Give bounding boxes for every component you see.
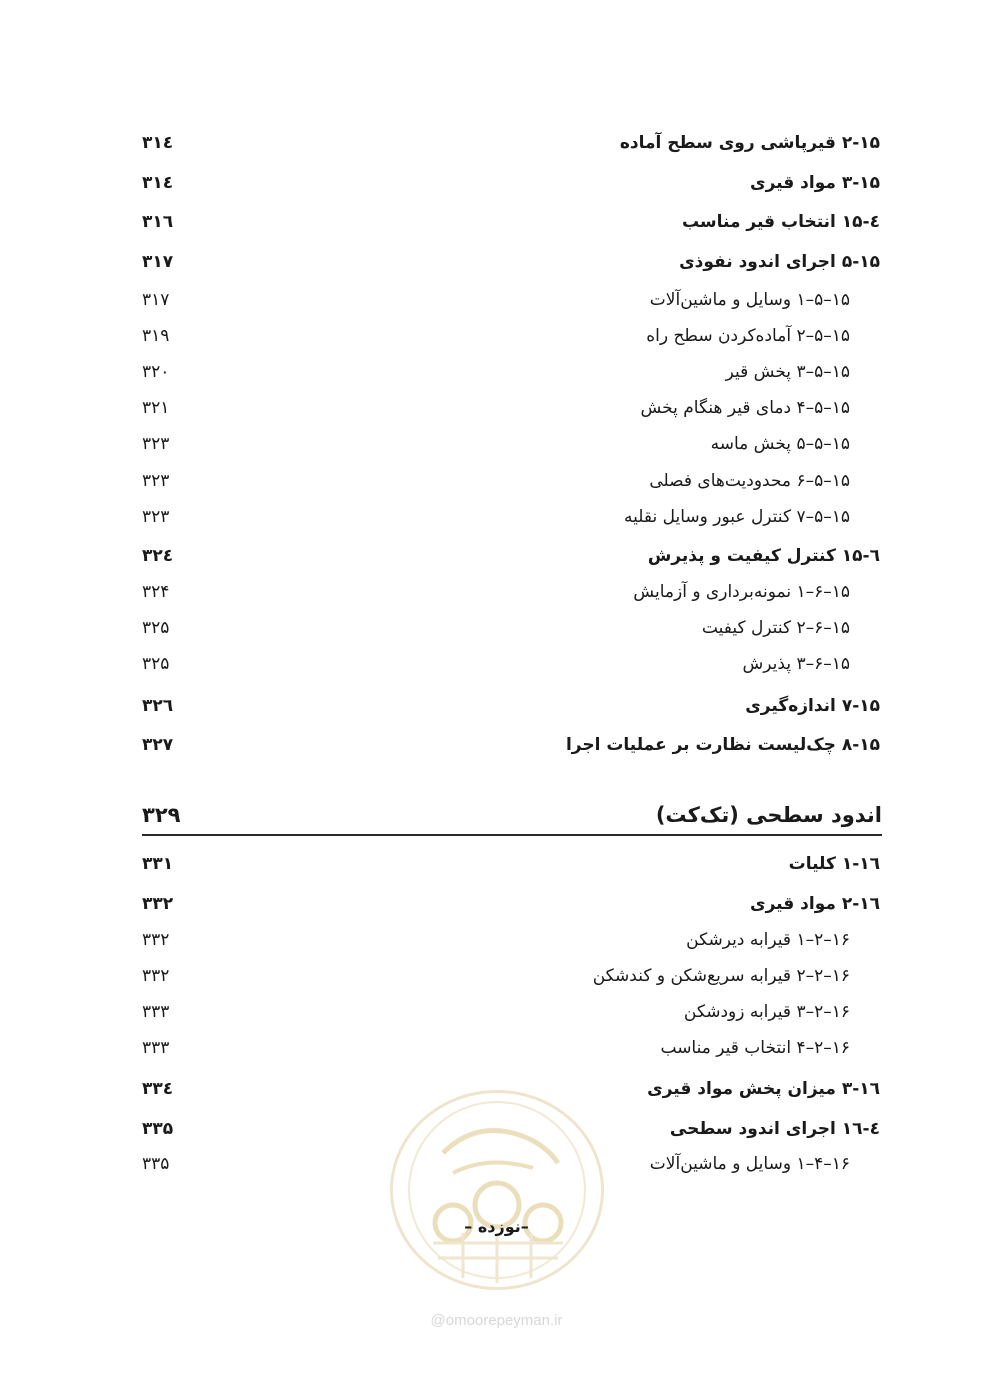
toc-subentry[interactable] [142, 357, 850, 387]
toc-title: ۱۵–۵–۷ کنترل عبور وسایل نقلیه [624, 507, 850, 527]
toc-page: ۳۲۳ [142, 507, 170, 527]
toc-title: ٤-۱٦ اجرای اندود سطحی [669, 1119, 880, 1139]
toc-page: ۳۳٤ [142, 1079, 174, 1099]
toc-page: ۳۳۲ [142, 894, 174, 914]
toc-subentry[interactable] [142, 613, 850, 643]
toc-page: ۳۲۴ [142, 582, 170, 602]
toc-title: ۵-۱۵ اجرای اندود نفوذی [679, 252, 880, 272]
chapter-title: اندود سطحی (تک‌کت) [655, 803, 882, 827]
chapter-page: ۳۲۹ [142, 803, 181, 827]
toc-title: ۱۶–۴–۱ وسایل و ماشین‌آلات [649, 1154, 850, 1174]
toc-page: ۳۳۵ [142, 1119, 174, 1139]
toc-page: ۳۳۳ [142, 1038, 170, 1058]
toc-page: ۳۱٤ [142, 133, 174, 153]
toc-page: ۳۱٤ [142, 173, 174, 193]
toc-subentry[interactable] [142, 502, 850, 532]
toc-entry[interactable] [142, 168, 880, 198]
toc-title: ۱۵–۵–۶ محدودیت‌های فصلی [649, 471, 850, 491]
toc-page: ۳۲۷ [142, 735, 174, 755]
toc-title: ۷-۱۵ اندازه‌گیری [745, 696, 880, 716]
toc-title: ۱۶–۲–۱ قیرابه دیرشکن [686, 930, 850, 950]
toc-subentry[interactable] [142, 925, 850, 955]
toc-subentry[interactable] [142, 961, 850, 991]
toc-subentry[interactable] [142, 649, 850, 679]
toc-page: ۳۱۷ [142, 290, 170, 310]
gear-globe-icon [393, 1093, 601, 1287]
toc-title: ۱۶–۲–۴ انتخاب قیر مناسب [660, 1038, 850, 1058]
toc-subentry[interactable] [142, 321, 850, 351]
toc-title: ۱۵–۶–۲ کنترل کیفیت [701, 618, 850, 638]
toc-page: ۳۳۱ [142, 854, 174, 874]
toc-title: ۸-۱۵ چک‌لیست نظارت بر عملیات اجرا [565, 735, 880, 755]
toc-title: ٤-۱۵ انتخاب قیر مناسب [681, 212, 880, 232]
toc-subentry[interactable] [142, 577, 850, 607]
page-number-footer: – نوزده– [464, 1217, 529, 1236]
toc-page: ۳۳۲ [142, 930, 170, 950]
toc-page: ۳۳۳ [142, 1002, 170, 1022]
toc-entry[interactable] [142, 541, 880, 571]
toc-title: ٦-۱۵ کنترل کیفیت و پذیرش [647, 546, 880, 566]
toc-subentry[interactable] [142, 285, 850, 315]
watermark-logo [390, 1090, 604, 1290]
toc-page: ۳۳۵ [142, 1154, 170, 1174]
toc-page: ۳۲٤ [142, 546, 174, 566]
toc-page: ۳۲۵ [142, 618, 170, 638]
toc-title: ۱۵–۵–۱ وسایل و ماشین‌آلات [649, 290, 850, 310]
toc-entry[interactable] [142, 730, 880, 760]
toc-title: ۱۶–۲–۲ قیرابه سریع‌شکن و کندشکن [592, 966, 850, 986]
toc-title: ۱۵–۵–۵ پخش ماسه [710, 434, 850, 454]
toc-entry[interactable] [142, 691, 880, 721]
toc-title: ۱-۱٦ کلیات [788, 854, 880, 874]
toc-page: ۳۲۳ [142, 434, 170, 454]
toc-subentry[interactable] [142, 393, 850, 423]
toc-entry[interactable] [142, 207, 880, 237]
toc-title: ۲-۱٦ مواد قیری [750, 894, 880, 914]
toc-page: ۳۲۱ [142, 398, 170, 418]
toc-page: ۳۲۵ [142, 654, 170, 674]
toc-entry[interactable] [142, 849, 880, 879]
toc-page: ۳۱۷ [142, 252, 174, 272]
toc-title: ۱۵–۶–۳ پذیرش [742, 654, 850, 674]
toc-entry[interactable] [142, 128, 880, 158]
toc-title: ۱۶–۲–۳ قیرابه زودشکن [683, 1002, 850, 1022]
toc-entry[interactable] [142, 889, 880, 919]
toc-title: ۱۵–۵–۳ پخش قیر [725, 362, 850, 382]
toc-subentry[interactable] [142, 997, 850, 1027]
toc-page: ۳۲۰ [142, 362, 170, 382]
toc-subentry[interactable] [142, 429, 850, 459]
toc-title: ۳-۱۵ مواد قیری [750, 173, 880, 193]
toc-subentry[interactable] [142, 466, 850, 496]
toc-title: ۳-۱٦ میزان پخش مواد قیری [647, 1079, 880, 1099]
toc-page: ۳۱٦ [142, 212, 174, 232]
toc-page: ۳۲۳ [142, 471, 170, 491]
toc-title: ۲-۱۵ قیرپاشی روی سطح آماده [619, 133, 880, 153]
chapter-heading[interactable] [142, 798, 882, 832]
toc-title: ۱۵–۵–۲ آماده‌کردن سطح راه [646, 326, 850, 346]
toc-title: ۱۵–۵–۴ دمای قیر هنگام پخش [640, 398, 850, 418]
toc-page: ۳۲٦ [142, 696, 174, 716]
toc-page: ۳۳۲ [142, 966, 170, 986]
watermark-site: @omoorepeyman.ir [430, 1312, 563, 1329]
toc-title: ۱۵–۶–۱ نمونه‌برداری و آزمایش [633, 582, 850, 602]
toc-entry[interactable] [142, 247, 880, 277]
toc-page: ۳۱۹ [142, 326, 170, 346]
toc-subentry[interactable] [142, 1033, 850, 1063]
chapter-divider [142, 834, 882, 836]
